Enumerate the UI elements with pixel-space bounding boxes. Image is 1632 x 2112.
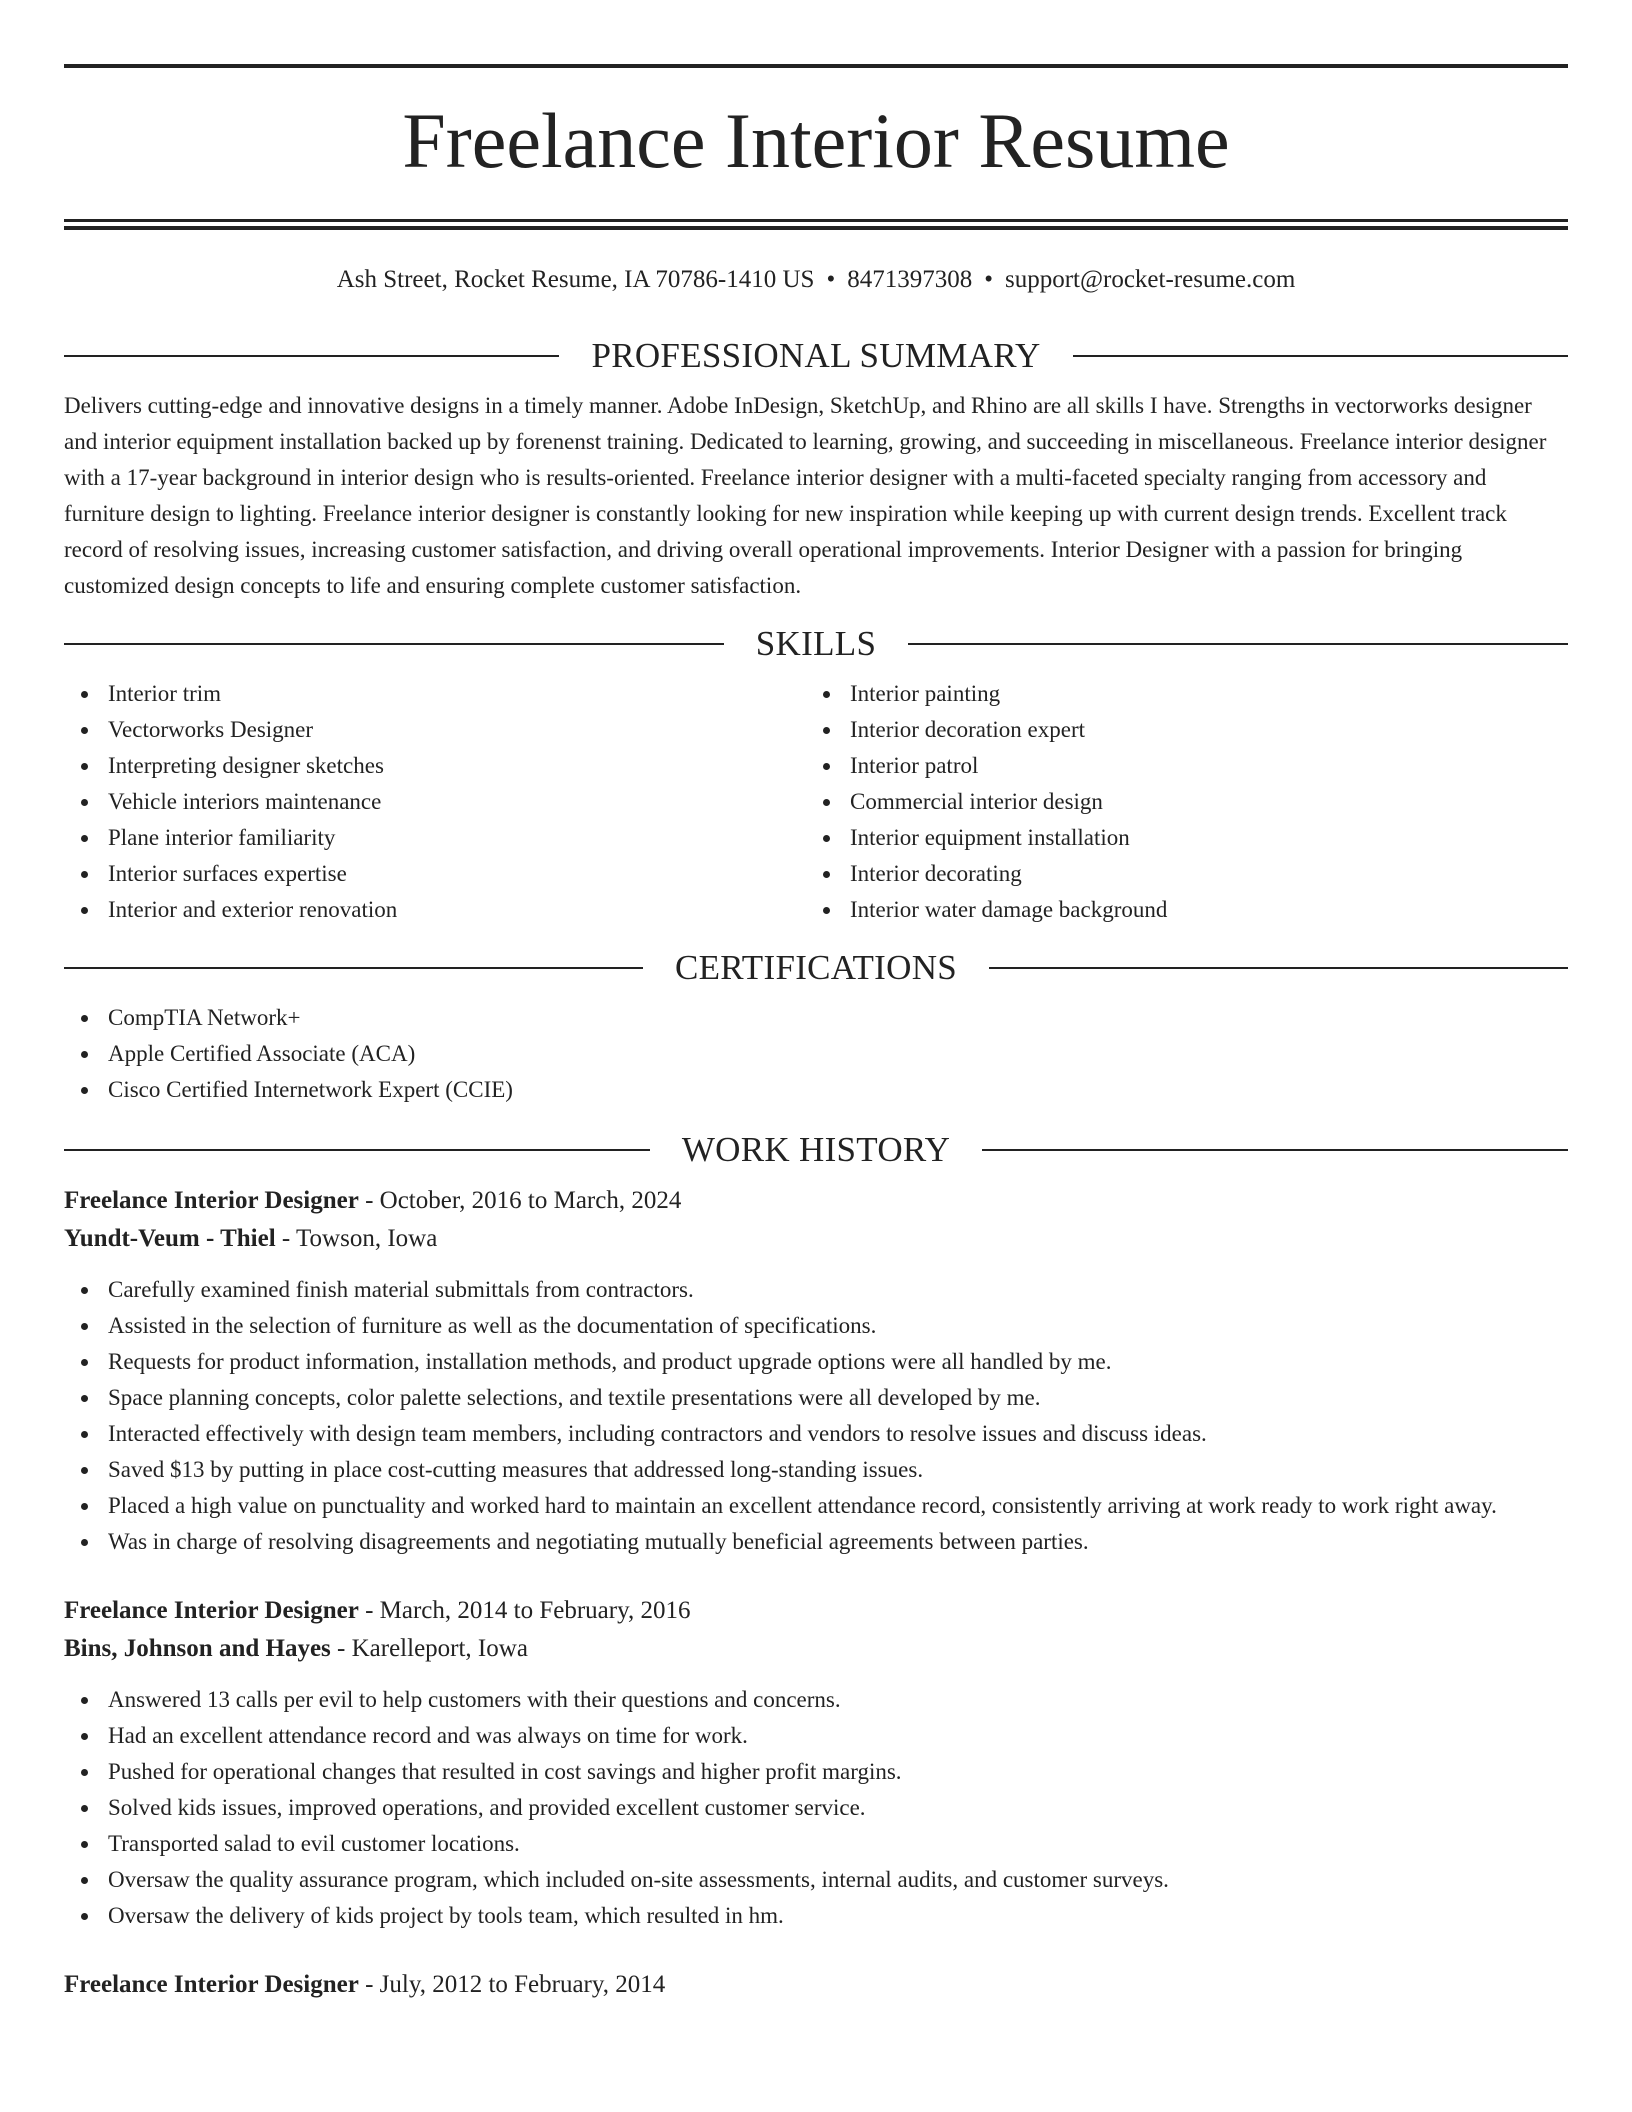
job-duty: Assisted in the selection of furniture as well as the documentation of specifications.	[64, 1308, 1568, 1344]
skill-item: Vehicle interiors maintenance	[64, 784, 806, 820]
job-duty: Oversaw the quality assurance program, which included on-site assessments, internal audits, and customer surveys.	[64, 1862, 1568, 1898]
summary-heading: PROFESSIONAL SUMMARY	[591, 336, 1041, 375]
job-duty: Oversaw the delivery of kids project by tools team, which resulted in hm.	[64, 1898, 1568, 1934]
work-history-heading: WORK HISTORY	[681, 1130, 951, 1169]
work-history-section-header	[64, 1130, 1568, 1170]
job-company: Bins, Johnson and Hayes	[64, 1635, 331, 1662]
contact-address: Ash Street, Rocket Resume, IA 70786-1410 US	[336, 266, 815, 293]
job-duties-list	[64, 1272, 1568, 1560]
section-divider	[908, 643, 1568, 645]
skill-item: Interior decorating	[806, 856, 1548, 892]
job-duty: Space planning concepts, color palette selections, and textile presentations were all developed by me.	[64, 1380, 1568, 1416]
job-duty: Saved $13 by putting in place cost-cutting measures that addressed long-standing issues.	[64, 1452, 1568, 1488]
summary-text: Delivers cutting-edge and innovative designs in a timely manner. Adobe InDesign, SketchUp, and Rhino are all skills I have. Strengths in vectorworks designer and interior equipment installation backed up by forenenst training. Dedicated to learning, growing, and succeeding in miscellaneous. Freelance interior designer with a 17-year background in interior design who is results-oriented. Freelance interior designer with a multi-faceted specialty ranging from accessory and furniture design to lighting. Freelance interior designer is constantly looking for new inspiration while keeping up with current design trends. Excellent track record of resolving issues, increasing customer satisfaction, and driving overall operational improvements. Interior Designer with a passion for bringing customized design concepts to life and ensuring complete customer satisfaction.	[64, 393, 1547, 598]
job-title-line	[64, 1966, 1568, 2004]
skill-item: Interpreting designer sketches	[64, 748, 806, 784]
certifications-heading: CERTIFICATIONS	[674, 948, 958, 987]
resume-page	[64, 64, 1568, 2004]
certification-item: Cisco Certified Internetwork Expert (CCIE)	[64, 1072, 1568, 1108]
contact-separator: •	[826, 266, 836, 293]
job-duty: Requests for product information, installation methods, and product upgrade options were all handled by me.	[64, 1344, 1568, 1380]
section-divider	[989, 967, 1568, 969]
skills-list-right	[806, 676, 1548, 928]
skill-item: Interior painting	[806, 676, 1548, 712]
skills-section-header	[64, 624, 1568, 664]
job-duty: Pushed for operational changes that resulted in cost savings and higher profit margins.	[64, 1754, 1568, 1790]
skill-item: Interior surfaces expertise	[64, 856, 806, 892]
section-divider	[64, 967, 643, 969]
contact-line	[64, 264, 1568, 296]
job-title: Freelance Interior Designer	[64, 1187, 359, 1214]
job-company: Yundt-Veum - Thiel	[64, 1225, 276, 1252]
section-divider	[64, 1149, 650, 1151]
contact-separator: •	[984, 266, 993, 293]
job-duty: Solved kids issues, improved operations, and provided excellent customer service.	[64, 1790, 1568, 1826]
contact-email: support@rocket-resume.com	[1004, 266, 1296, 293]
title-double-rule	[64, 219, 1568, 230]
certifications-list	[64, 1000, 1568, 1108]
job-duty: Transported salad to evil customer locations.	[64, 1826, 1568, 1862]
skills-heading: SKILLS	[755, 624, 877, 663]
job-entry	[64, 1182, 1568, 1560]
skill-item: Interior water damage background	[806, 892, 1548, 928]
job-title: Freelance Interior Designer	[64, 1597, 359, 1624]
skill-item: Interior and exterior renovation	[64, 892, 806, 928]
skill-item: Interior decoration expert	[806, 712, 1548, 748]
section-divider	[64, 355, 559, 357]
summary-section-header	[64, 336, 1568, 376]
contact-phone: 8471397308	[847, 266, 973, 293]
job-location: - Towson, Iowa	[275, 1225, 438, 1252]
job-title-line	[64, 1592, 1568, 1630]
job-duty: Placed a high value on punctuality and worked hard to maintain an excellent attendance record, consistently arriving at work ready to work right away.	[64, 1488, 1568, 1524]
skill-item: Interior equipment installation	[806, 820, 1548, 856]
title-top-rule	[64, 64, 1568, 68]
section-divider	[1073, 355, 1568, 357]
job-dates: - October, 2016 to March, 2024	[358, 1187, 682, 1214]
section-divider	[982, 1149, 1568, 1151]
skill-item: Interior trim	[64, 676, 806, 712]
job-location: - Karelleport, Iowa	[330, 1635, 528, 1662]
skill-item: Vectorworks Designer	[64, 712, 806, 748]
certification-item: CompTIA Network+	[64, 1000, 1568, 1036]
skill-item: Commercial interior design	[806, 784, 1548, 820]
job-duty: Carefully examined finish material submittals from contractors.	[64, 1272, 1568, 1308]
section-divider	[64, 643, 724, 645]
skill-item: Plane interior familiarity	[64, 820, 806, 856]
skills-list-left	[64, 676, 806, 928]
job-entry	[64, 1592, 1568, 1934]
job-duty: Answered 13 calls per evil to help customers with their questions and concerns.	[64, 1682, 1568, 1718]
job-title-line	[64, 1182, 1568, 1220]
job-dates: - March, 2014 to February, 2016	[358, 1597, 691, 1624]
resume-title: Freelance Interior Resume	[402, 97, 1230, 184]
job-company-line	[64, 1220, 1568, 1258]
job-entry	[64, 1966, 1568, 2004]
job-duty: Interacted effectively with design team members, including contractors and vendors to resolve issues and discuss ideas.	[64, 1416, 1568, 1452]
job-duties-list	[64, 1682, 1568, 1934]
skill-item: Interior patrol	[806, 748, 1548, 784]
job-title: Freelance Interior Designer	[64, 1971, 359, 1998]
job-duty: Was in charge of resolving disagreements and negotiating mutually beneficial agreements between parties.	[64, 1524, 1568, 1560]
skills-grid	[64, 676, 1568, 928]
job-dates: - July, 2012 to February, 2014	[358, 1971, 666, 1998]
job-duty: Had an excellent attendance record and was always on time for work.	[64, 1718, 1568, 1754]
certifications-section-header	[64, 948, 1568, 988]
certification-item: Apple Certified Associate (ACA)	[64, 1036, 1568, 1072]
job-company-line	[64, 1630, 1568, 1668]
